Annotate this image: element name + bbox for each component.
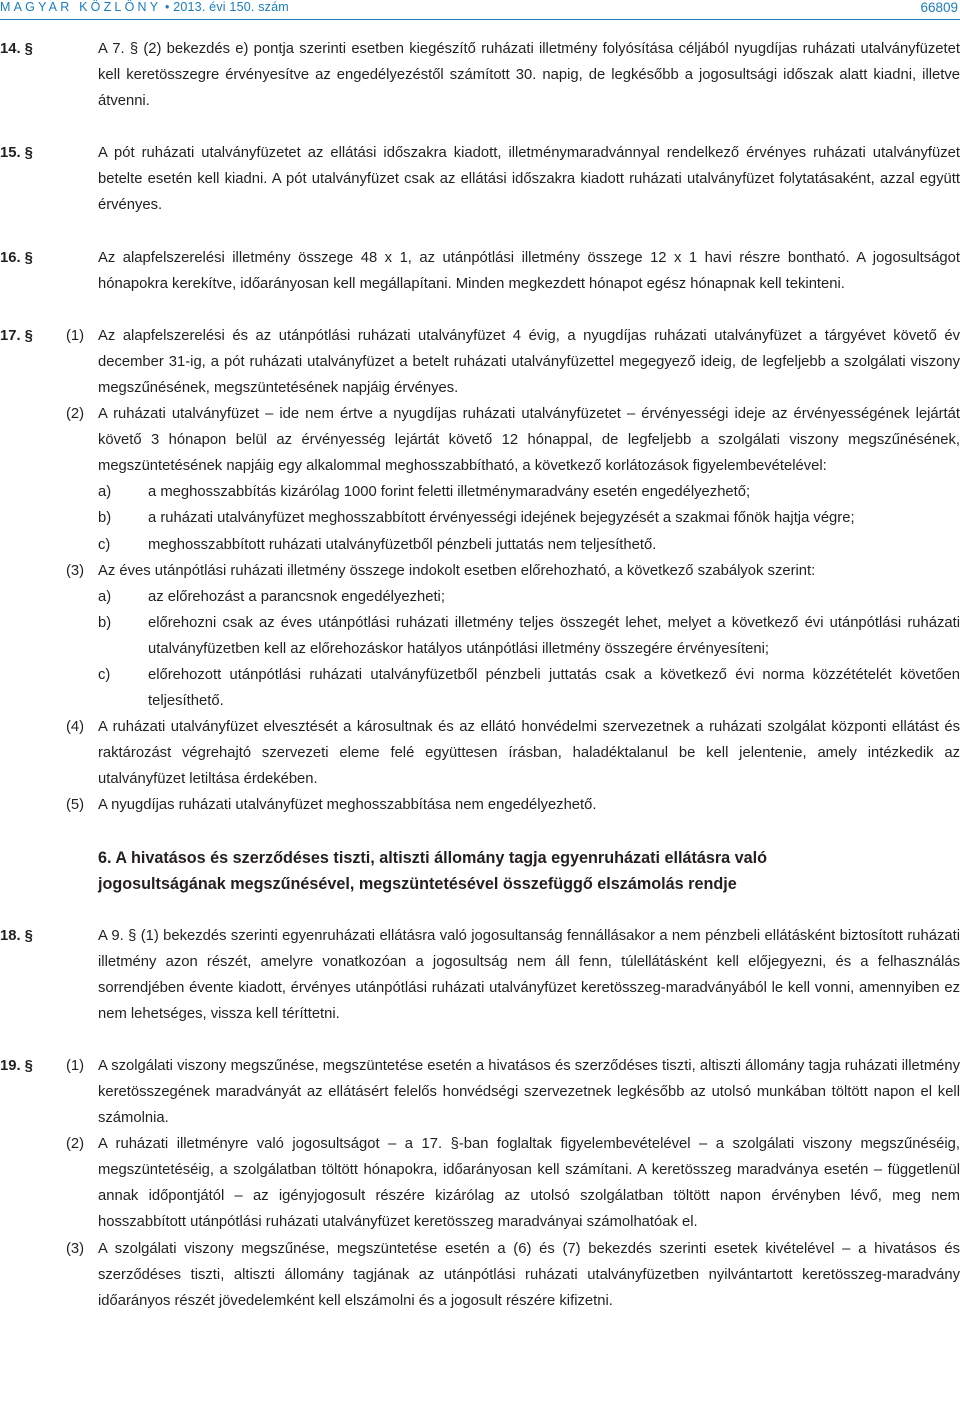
subsection-label: (4): [66, 719, 85, 736]
subsection-text: A ruházati utalványfüzet elvesztését a károsultnak és az ellátó honvédelmi szervezetnek a ruházati szolgálat központi ellátást és raktározást végrehajtó szervezeti eleme felé együttesen írásban, haladéktalanul be kell jelentenie, amely intézkedik az utalványfüzet letiltása érdekében.: [98, 719, 960, 788]
point-c: [0, 532, 960, 558]
paragraph-18: [0, 923, 960, 1027]
paragraph-text: A 9. § (1) bekezdés szerinti egyenruházati ellátásra való jogosultanság fennállásakor a nem pénzbeli ellátásként biztosított ruházati illetmény azon részét, amelyre vonatkozóan a jogosultság nem áll fenn, túlellátásként kell előjegyezni, és a felhasználás sorrendjében évente kiadott, érvényes utánpótlási ruházati utalványfüzet keretösszeg-maradványából le kell vonni, amennyiben ez nem lehetséges, vissza kell téríttetni.: [98, 927, 960, 1022]
paragraph-number: 17. §: [0, 327, 33, 344]
subsection-1: [0, 323, 960, 401]
paragraph-number: 16. §: [0, 249, 33, 266]
document-body: [0, 36, 960, 1340]
point-b: [0, 610, 960, 662]
subsection-1: [0, 1053, 960, 1131]
subsection-5: [0, 792, 960, 818]
subsection-label: (1): [66, 327, 85, 344]
point-text: meghosszabbított ruházati utalványfüzetből pénzbeli juttatás nem teljesíthető.: [148, 536, 657, 553]
subsection-4: [0, 714, 960, 792]
point-text: a ruházati utalványfüzet meghosszabbított érvényességi idejének bejegyzését a szakmai főnök hajtja végre;: [148, 510, 855, 527]
subsection-text: A szolgálati viszony megszűnése, megszüntetése esetén a (6) és (7) bekezdés szerinti esetek kivételével – a hivatásos és szerződéses tiszti, altiszti állomány tagjának az utánpótlási ruházati utalványfüzetben nyilvántartott keretösszeg-maradvány időarányos részét jövedelemként kell elszámolni és a jogosult részére kifizetni.: [98, 1240, 960, 1309]
section-title: [98, 845, 960, 897]
subsection-text: Az alapfelszerelési és az utánpótlási ruházati utalványfüzet 4 évig, a nyugdíjas ruházati utalványfüzet a tárgyévet követő év december 31-ig, a pót ruházati utalványfüzet a betelt ruházati utalványfüzettel megegyező ideig, de legfeljebb a szolgálati viszony megszűnésének, megszüntetésének napjáig érvényes.: [98, 327, 960, 396]
subsection-text: Az éves utánpótlási ruházati illetmény összege indokolt esetben előrehozható, a következő szabályok szerint:: [98, 562, 816, 579]
subsection-text: A ruházati illetményre való jogosultságot – a 17. §-ban foglaltak figyelembevételével – a szolgálati viszony megszűnéséig, megszüntetéséig, a szolgálatban töltött hónapokra, időarányosan kell számítani. A keretösszeg maradványa esetén – függetlenül annak időpontjától – az igényjogosult részére kizárólag az utolsó szolgálatban töltött napon érvényben lévő, meg nem hosszabbított utánpótlási ruházati utalványfüzet keretösszeg maradványai számolhatóak el.: [98, 1136, 960, 1231]
paragraph-19: [0, 1053, 960, 1314]
point-label: b): [98, 510, 112, 527]
point-c: [0, 662, 960, 714]
paragraph-number: 15. §: [0, 145, 33, 162]
subsection-text: A szolgálati viszony megszűnése, megszüntetése esetén a hivatásos és szerződéses tiszti, altiszti állomány tagja ruházati illetmény keretösszegének maradványát az ellátásért felelős honvédségi szervezetnek legkésőbb az utolsó munkában töltött napon el kell számolnia.: [98, 1057, 960, 1127]
subsection-label: (2): [66, 406, 85, 423]
point-b: [0, 505, 960, 531]
paragraph-14: [0, 36, 960, 114]
subsection-text: A ruházati utalványfüzet – ide nem értve a nyugdíjas ruházati utalványfüzetet – érvényességi ideje az érvényességének lejártát követő 3 hónapon belül az érvényesség lejártát követő 12 hónappal, de legfeljebb a szolgálati viszony megszűnésének, megszüntetésének napjáig egy alkalommal meghosszabbítható, a következő korlátozások figyelembevételével:: [98, 406, 960, 475]
section-title-line-2: jogosultságának megszűnésével, megszüntetésével összefüggő elszámolás rendje: [98, 874, 737, 893]
section-title-line-1: 6. A hivatásos és szerződéses tiszti, altiszti állomány tagja egyenruházati ellátásra való: [98, 848, 768, 867]
page-header: [0, 0, 960, 20]
subsection-2: [0, 401, 960, 479]
subsection-label: (5): [66, 797, 85, 814]
header-rule: [0, 19, 960, 20]
paragraph-17: [0, 323, 960, 819]
subsection-label: (1): [66, 1057, 85, 1074]
point-label: a): [98, 588, 112, 605]
issue-label: 2013. évi 150. szám: [173, 0, 289, 14]
point-a: [0, 479, 960, 505]
subsection-label: (3): [66, 562, 85, 579]
paragraph-15: [0, 140, 960, 218]
running-head: [0, 0, 289, 14]
paragraph-text: A 7. § (2) bekezdés e) pontja szerinti esetben kiegészítő ruházati illetmény folyósítása céljából nyugdíjas ruházati utalványfüzetet kell keretösszegre érvényesítve az engedélyezéstől számított 30. napig, de legkésőbb a jogosultsági időszak alatt kiadni, illetve átvenni.: [98, 41, 960, 110]
subsection-2: [0, 1131, 960, 1235]
journal-name: MAGYAR KÖZLÖNY: [0, 0, 162, 14]
paragraph-number: 14. §: [0, 41, 33, 57]
subsection-label: (2): [66, 1136, 85, 1153]
page-number: 66809: [920, 0, 958, 15]
bullet-separator: •: [164, 0, 170, 14]
point-label: b): [98, 614, 112, 631]
paragraph-text: A pót ruházati utalványfüzetet az ellátási időszakra kiadott, illetménymaradvánnyal rendelkező érvényes ruházati utalványfüzet betelte esetén kell kiadni. A pót utalványfüzet csak az ellátási időszakra kiadott ruházati utalványfüzet folytatásaként, azzal együtt érvényes.: [98, 145, 960, 214]
subsection-text: A nyugdíjas ruházati utalványfüzet meghosszabbítása nem engedélyezhető.: [98, 797, 597, 814]
point-label: c): [98, 666, 111, 683]
paragraph-text: Az alapfelszerelési illetmény összege 48 x 1, az utánpótlási illetmény összege 12 x 1 havi részre bontható. A jogosultságot hónapokra kerekítve, időarányosan kell megállapítani. Minden megkezdett hónapot egész hónapnak kell tekinteni.: [98, 249, 960, 292]
paragraph-16: [0, 245, 960, 297]
point-text: a meghosszabbítás kizárólag 1000 forint feletti illetménymaradvány esetén engedélyezhető;: [148, 484, 751, 501]
point-label: a): [98, 484, 112, 501]
paragraph-number: 18. §: [0, 927, 33, 944]
point-text: előrehozni csak az éves utánpótlási ruházati illetmény teljes összegét lehet, melyet a következő évi utánpótlási ruházati utalványfüzetben kell az előrehozáskor hatályos utánpótlási illetmény összegére érvényesíteni;: [148, 614, 960, 657]
subsection-3: [0, 1236, 960, 1314]
point-text: előrehozott utánpótlási ruházati utalványfüzetből pénzbeli juttatás csak a következő évi norma közzétételét követően teljesíthető.: [148, 666, 960, 710]
subsection-label: (3): [66, 1240, 85, 1257]
point-text: az előrehozást a parancsnok engedélyezheti;: [148, 588, 445, 605]
subsection-3: [0, 558, 960, 584]
point-label: c): [98, 536, 111, 553]
point-a: [0, 584, 960, 610]
paragraph-number: 19. §: [0, 1057, 33, 1074]
